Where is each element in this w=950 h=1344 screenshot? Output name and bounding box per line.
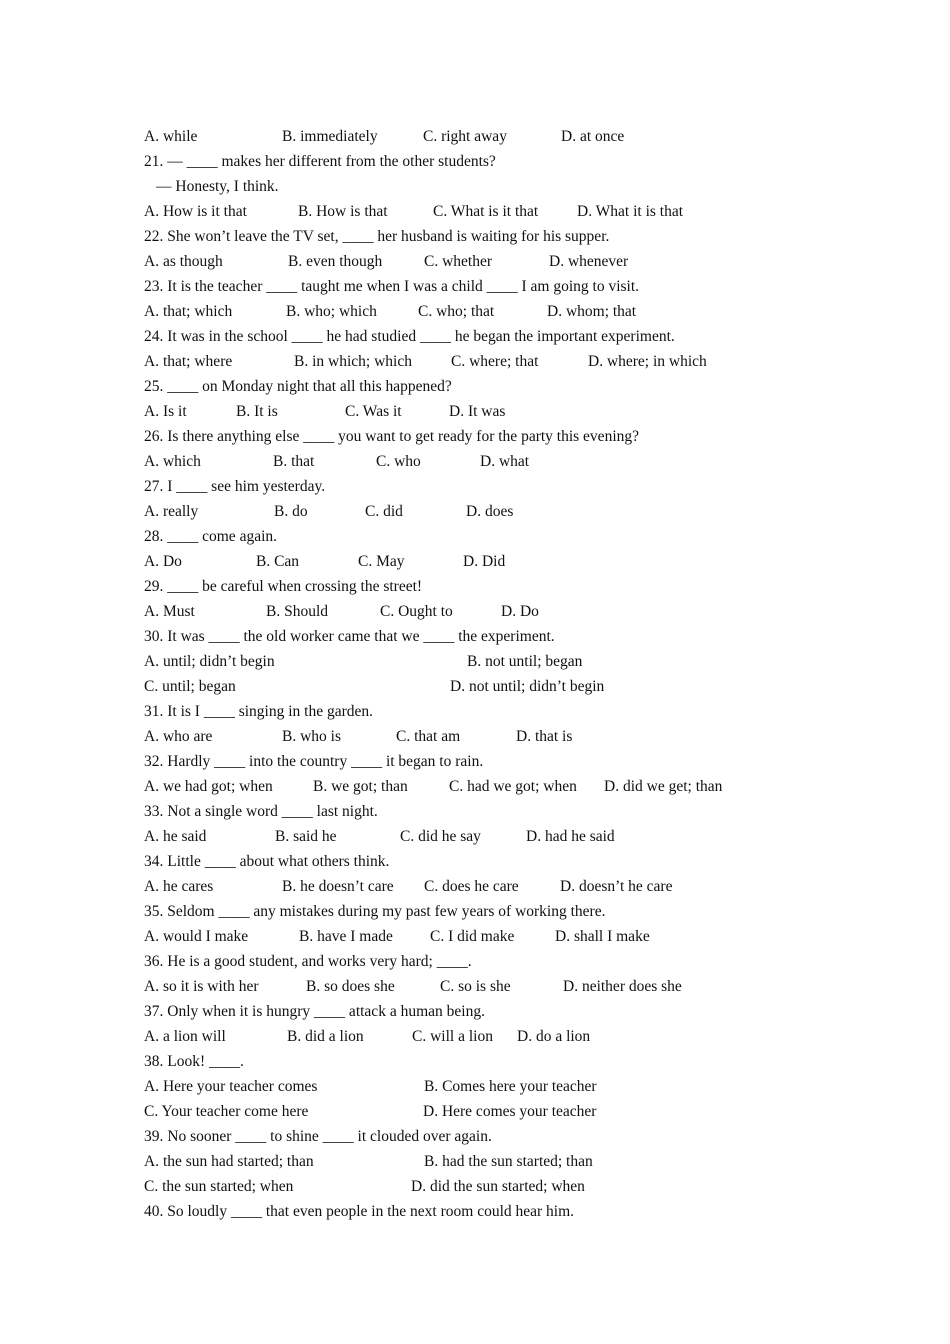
q27-option-b: B. do: [274, 503, 308, 520]
q20-option-b: B. immediately: [282, 128, 378, 145]
q33-option-c: C. did he say: [400, 828, 481, 845]
q20-option-d: D. at once: [561, 128, 625, 145]
q30-stem: 30. It was ____ the old worker came that we ____ the experiment.: [144, 628, 555, 645]
q30-option-a: A. until; didn’t begin: [144, 653, 275, 670]
q38-option-a: A. Here your teacher comes: [144, 1078, 318, 1095]
q21-option-a: A. How is it that: [144, 203, 247, 220]
q34-stem: 34. Little ____ about what others think.: [144, 853, 390, 870]
q26-option-c: C. who: [376, 453, 421, 470]
q36-option-d: D. neither does she: [563, 978, 682, 995]
q24-stem: 24. It was in the school ____ he had studied ____ he began the important experiment.: [144, 328, 675, 345]
q26-stem: 26. Is there anything else ____ you want to get ready for the party this evening?: [144, 428, 640, 445]
q37-option-b: B. did a lion: [287, 1028, 364, 1045]
q22-option-d: D. whenever: [549, 253, 629, 270]
q22-stem: 22. She won’t leave the TV set, ____ her husband is waiting for his supper.: [144, 228, 610, 245]
q25-option-a: A. Is it: [144, 403, 187, 420]
q34-option-d: D. doesn’t he care: [560, 878, 673, 895]
q28-stem: 28. ____ come again.: [144, 528, 278, 545]
q31-stem: 31. It is I ____ singing in the garden.: [144, 703, 374, 720]
q25-option-b: B. It is: [236, 403, 278, 420]
q31-option-b: B. who is: [282, 728, 341, 745]
q37-stem: 37. Only when it is hungry ____ attack a human being.: [144, 1003, 485, 1020]
q35-option-d: D. shall I make: [555, 928, 650, 945]
q39-option-a: A. the sun had started; than: [144, 1153, 314, 1170]
q24-option-b: B. in which; which: [294, 353, 412, 370]
q30-option-b: B. not until; began: [467, 653, 583, 670]
q24-option-c: C. where; that: [451, 353, 539, 370]
q37-option-d: D. do a lion: [517, 1028, 591, 1045]
q39-option-d: D. did the sun started; when: [411, 1178, 585, 1195]
q27-option-a: A. really: [144, 503, 199, 520]
q32-option-a: A. we had got; when: [144, 778, 273, 795]
q24-option-d: D. where; in which: [588, 353, 707, 370]
q28-option-c: C. May: [358, 553, 405, 570]
q39-stem: 39. No sooner ____ to shine ____ it clouded over again.: [144, 1128, 492, 1145]
q29-stem: 29. ____ be careful when crossing the street!: [144, 578, 423, 595]
q27-option-d: D. does: [466, 503, 514, 520]
q28-option-b: B. Can: [256, 553, 300, 570]
q21-stem: 21. — ____ makes her different from the other students?: [144, 153, 496, 170]
q36-option-c: C. so is she: [440, 978, 511, 995]
q40-stem: 40. So loudly ____ that even people in the next room could hear him.: [144, 1203, 575, 1220]
q34-option-b: B. he doesn’t care: [282, 878, 394, 895]
q30-option-c: C. until; began: [144, 678, 236, 695]
q31-option-a: A. who are: [144, 728, 213, 745]
q21-option-c: C. What is it that: [433, 203, 539, 220]
q38-stem: 38. Look! ____.: [144, 1053, 244, 1070]
q36-stem: 36. He is a good student, and works very hard; ____.: [144, 953, 472, 970]
q27-stem: 27. I ____ see him yesterday.: [144, 478, 326, 495]
q32-stem: 32. Hardly ____ into the country ____ it began to rain.: [144, 753, 484, 770]
q35-option-c: C. I did make: [430, 928, 515, 945]
q39-option-c: C. the sun started; when: [144, 1178, 294, 1195]
q21-option-d: D. What it is that: [577, 203, 684, 220]
q27-option-c: C. did: [365, 503, 403, 520]
q35-option-b: B. have I made: [299, 928, 393, 945]
q35-stem: 35. Seldom ____ any mistakes during my past few years of working there.: [144, 903, 606, 920]
q25-option-c: C. Was it: [345, 403, 402, 420]
q22-option-c: C. whether: [424, 253, 493, 270]
q26-option-b: B. that: [273, 453, 315, 470]
q21-reply: — Honesty, I think.: [156, 178, 279, 195]
q33-option-a: A. he said: [144, 828, 207, 845]
q29-option-a: A. Must: [144, 603, 195, 620]
q20-option-a: A. while: [144, 128, 198, 145]
q37-option-c: C. will a lion: [412, 1028, 493, 1045]
q38-option-b: B. Comes here your teacher: [424, 1078, 597, 1095]
q26-option-d: D. what: [480, 453, 530, 470]
q37-option-a: A. a lion will: [144, 1028, 226, 1045]
q36-option-b: B. so does she: [306, 978, 395, 995]
q28-option-d: D. Did: [463, 553, 506, 570]
q29-option-d: D. Do: [501, 603, 539, 620]
q22-option-a: A. as though: [144, 253, 223, 270]
q31-option-c: C. that am: [396, 728, 461, 745]
q26-option-a: A. which: [144, 453, 201, 470]
q23-option-b: B. who; which: [286, 303, 377, 320]
q31-option-d: D. that is: [516, 728, 573, 745]
q34-option-a: A. he cares: [144, 878, 214, 895]
q38-option-c: C. Your teacher come here: [144, 1103, 309, 1120]
q33-option-b: B. said he: [275, 828, 337, 845]
q35-option-a: A. would I make: [144, 928, 249, 945]
q39-option-b: B. had the sun started; than: [424, 1153, 593, 1170]
q25-option-d: D. It was: [449, 403, 506, 420]
q25-stem: 25. ____ on Monday night that all this happened?: [144, 378, 452, 395]
q23-option-d: D. whom; that: [547, 303, 637, 320]
q32-option-d: D. did we get; than: [604, 778, 723, 795]
q23-option-a: A. that; which: [144, 303, 233, 320]
q29-option-b: B. Should: [266, 603, 329, 620]
q23-option-c: C. who; that: [418, 303, 495, 320]
q22-option-b: B. even though: [288, 253, 383, 270]
q32-option-c: C. had we got; when: [449, 778, 577, 795]
q20-option-c: C. right away: [423, 128, 507, 145]
q30-option-d: D. not until; didn’t begin: [450, 678, 605, 695]
q36-option-a: A. so it is with her: [144, 978, 259, 995]
q24-option-a: A. that; where: [144, 353, 233, 370]
q23-stem: 23. It is the teacher ____ taught me when I was a child ____ I am going to visit.: [144, 278, 640, 295]
q28-option-a: A. Do: [144, 553, 182, 570]
q32-option-b: B. we got; than: [313, 778, 408, 795]
q29-option-c: C. Ought to: [380, 603, 453, 620]
q34-option-c: C. does he care: [424, 878, 519, 895]
q33-stem: 33. Not a single word ____ last night.: [144, 803, 378, 820]
q38-option-d: D. Here comes your teacher: [423, 1103, 597, 1120]
q33-option-d: D. had he said: [526, 828, 615, 845]
q21-option-b: B. How is that: [298, 203, 388, 220]
